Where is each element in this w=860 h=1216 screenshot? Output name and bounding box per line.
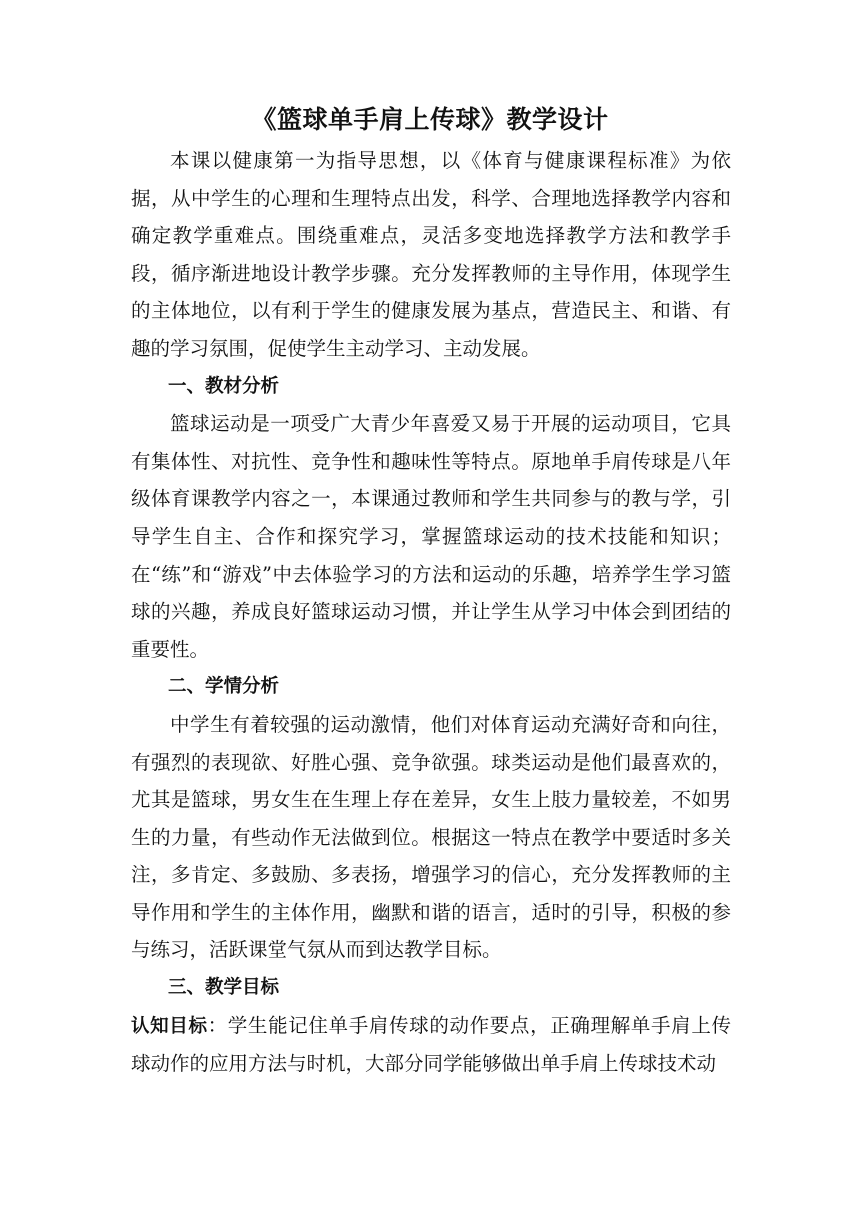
section-body-textbook-analysis: 篮球运动是一项受广大青少年喜爱又易于开展的运动项目，它具有集体性、对抗性、竞争性和趣味性等特点。原地单手肩传球是八年级体育课教学内容之一，本课通过教师和学生共同参与的教与学，引导学生自主、合作和探究学习，掌握篮球运动的技术技能和知识；在“练”和“游戏”中去体验学习的方法和运动的乐趣，培养学生学习篮球的兴趣，养成良好篮球运动习惯，并让学生从学习中体会到团结的重要性。 <box>131 412 731 661</box>
cognitive-objective-text: 学生能记住单手肩传球的动作要点，正确理解单手肩上传球动作的应用方法与时机，大部分同学能够做出单手肩上传球技术动 <box>131 1013 731 1076</box>
document-body <box>131 142 731 1083</box>
section-heading-student-analysis: 二、学情分析 <box>168 676 280 698</box>
cognitive-objective-label: 认知目标 <box>131 1015 208 1037</box>
cognitive-objective-colon: ： <box>207 1013 228 1037</box>
document-title: 《篮球单手肩上传球》教学设计 <box>251 105 609 134</box>
cognitive-objective-paragraph <box>131 1007 731 1083</box>
intro-paragraph: 本课以健康第一为指导思想，以《体育与健康课程标准》为依据，从中学生的心理和生理特点出发，科学、合理地选择教学内容和确定教学重难点。围绕重难点，灵活多变地选择教学方法和教学手段，循序渐进地设计教学步骤。充分发挥教师的主导作用，体现学生的主体地位，以有利于学生的健康发展为基点，营造民主、和谐、有趣的学习氛围，促使学生主动学习、主动发展。 <box>131 149 731 360</box>
section-heading-textbook-analysis: 一、教材分析 <box>168 375 280 397</box>
section-heading-teaching-objectives: 三、教学目标 <box>168 977 280 999</box>
section-body-student-analysis: 中学生有着较强的运动激情，他们对体育运动充满好奇和向往，有强烈的表现欲、好胜心强、竞争欲强。球类运动是他们最喜欢的，尤其是篮球，男女生在生理上存在差异，女生上肢力量较差，不如男生的力量，有些动作无法做到位。根据这一特点在教学中要适时多关注，多肯定、多鼓励、多表扬，增强学习的信心，充分发挥教师的主导作用和学生的主体作用，幽默和谐的语言，适时的引导，积极的参与练习，活跃课堂气氛从而到达教学目标。 <box>131 712 731 962</box>
